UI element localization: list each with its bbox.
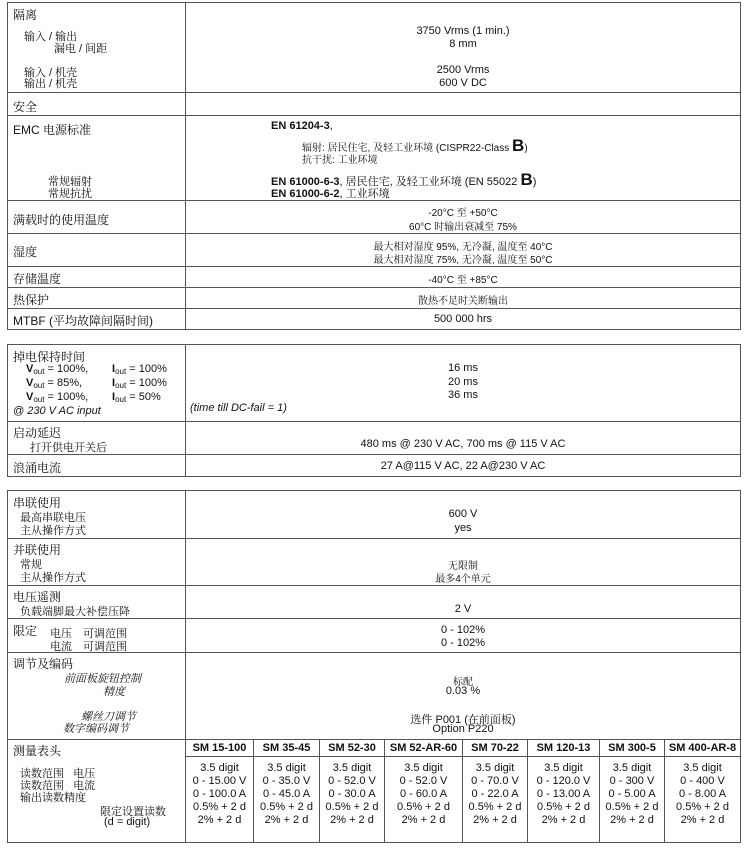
holdup-row-2-right: $I_{out} = 100\%$ xyxy=(112,377,167,390)
series-value-1: 600 V xyxy=(448,508,478,520)
meter-accuracy: 0.5% + 2 d xyxy=(676,801,729,813)
meter-voltage-range: 0 - 52.0 V xyxy=(399,775,448,787)
holdup-input-condition: @ 230 V AC input xyxy=(13,405,101,417)
meter-limit-readout: 2% + 2 d xyxy=(680,814,725,826)
s1-top-border xyxy=(7,2,741,3)
parallel-value-1: 无限制 xyxy=(448,561,478,572)
meter-accuracy: 0.5% + 2 d xyxy=(193,801,246,813)
adjust-value-1: 标配 xyxy=(453,677,473,688)
row-divider xyxy=(7,233,741,234)
meter-digits: 3.5 digit xyxy=(404,762,443,774)
mtbf-value: 500 000 hrs xyxy=(433,313,493,325)
meter-voltage-range: 0 - 400 V xyxy=(680,775,725,787)
emc-standard-3 xyxy=(271,185,390,201)
startup-title: 启动延迟 xyxy=(13,426,62,440)
holdup-value-2: 20 ms xyxy=(448,376,478,388)
meter-accuracy: 0.5% + 2 d xyxy=(260,801,313,813)
meter-digits: 3.5 digit xyxy=(200,762,239,774)
isolation-value-4: 600 V DC xyxy=(439,77,487,89)
parallel-label-2: 主从操作方式 xyxy=(20,572,86,584)
meter-voltage-range: 0 - 52.0 V xyxy=(328,775,376,787)
limit-voltage-range-label: 可调范围 xyxy=(83,628,127,640)
meter-voltage-range: 0 - 120.0 V xyxy=(536,775,591,787)
emc-conv-immunity-label: 常规抗扰 xyxy=(48,188,92,200)
row-divider xyxy=(7,287,741,288)
meter-current-range: 0 - 60.0 A xyxy=(399,788,448,800)
temp-value-2: 60°C 时输出衰减至 75% xyxy=(409,222,517,233)
model-header: SM 400-AR-8 xyxy=(668,742,737,754)
isolation-value-1: 3750 Vrms (1 min.) xyxy=(416,25,510,37)
meter-current-range: 0 - 100.0 A xyxy=(192,788,247,800)
emc-immunity-line: 抗干扰: 工业环境 xyxy=(302,155,378,166)
s1-right-border xyxy=(740,2,741,330)
meter-voltage-range: 0 - 15.00 V xyxy=(192,775,247,787)
adjust-value-3: 选件 P001 (在前面板) xyxy=(410,714,516,726)
limit-current-label: 电流 xyxy=(50,641,72,653)
model-header: SM 70-22 xyxy=(471,742,519,754)
isolation-out-case-label: 输出 / 机壳 xyxy=(24,78,78,90)
emc-std2-close: ) xyxy=(532,176,537,188)
meter-voltage-range: 0 - 35.0 V xyxy=(262,775,311,787)
meter-digits: 3.5 digit xyxy=(332,762,372,774)
meter-accuracy: 0.5% + 2 d xyxy=(397,801,450,813)
s3-left-border xyxy=(7,490,8,843)
adjust-label-2: 精度 xyxy=(103,686,125,698)
meter-digits: 3.5 digit xyxy=(267,762,306,774)
holdup-title: 掉电保持时间 xyxy=(13,350,86,364)
holdup-row-1-left: $V_{out} = 100\%$, xyxy=(26,363,89,376)
thermal-value: 散热不足时关断输出 xyxy=(418,296,508,307)
storage-value: -40°C 至 +85°C xyxy=(428,275,498,286)
limit-voltage-label: 电压 xyxy=(50,628,72,640)
model-header: SM 52-AR-60 xyxy=(389,742,458,754)
emc-rad-post: ) xyxy=(524,143,528,154)
meter-limit-readout: 2% + 2 d xyxy=(610,814,654,826)
humidity-value-1: 最大相对湿度 95%, 无冷凝, 温度至 40°C xyxy=(373,242,553,253)
series-label-1: 最高串联电压 xyxy=(20,512,86,524)
holdup-value-1: 16 ms xyxy=(448,362,478,374)
isolation-in-out-label: 输入 / 输出 xyxy=(24,31,78,43)
s2-left-border xyxy=(7,344,8,477)
limit-value-2: 0 - 102% xyxy=(440,637,486,649)
limit-current-range-label: 可调范围 xyxy=(83,641,127,653)
meter-limit-readout: 2% + 2 d xyxy=(401,814,446,826)
meter-voltage-range: 0 - 70.0 V xyxy=(471,775,519,787)
inrush-value: 27 A@115 V AC, 22 A@230 V AC xyxy=(380,460,546,472)
meter-current-range: 0 - 5.00 A xyxy=(608,788,656,800)
remote-label-1: 负载端脚最大补偿压降 xyxy=(20,606,130,618)
meter-current-range: 0 - 45.0 A xyxy=(262,788,311,800)
s2-right-border xyxy=(740,344,741,477)
meter-voltage-range: 0 - 300 V xyxy=(609,775,655,787)
s3-bottom-border xyxy=(7,842,741,843)
adjust-value-4: Option P220 xyxy=(432,723,494,735)
remote-value: 2 V xyxy=(454,603,472,615)
model-header: SM 35-45 xyxy=(262,742,311,754)
emc-std3-code: EN 61000-6-2 xyxy=(271,188,340,200)
meter-limit-readout-label: 限定设置读数 xyxy=(100,806,166,818)
parallel-title: 并联使用 xyxy=(13,543,62,557)
startup-sub-label: 打开供电开关后 xyxy=(30,442,107,454)
limit-title: 限定 xyxy=(13,624,38,638)
meter-limit-readout: 2% + 2 d xyxy=(473,814,517,826)
meter-limit-readout: 2% + 2 d xyxy=(197,814,242,826)
adjust-label-1: 前面板旋钮控制 xyxy=(64,673,141,685)
mtbf-label: MTBF (平均故障间隔时间) xyxy=(13,314,153,328)
row-divider xyxy=(7,308,741,309)
humidity-label: 湿度 xyxy=(13,245,38,259)
emc-std1-code: EN 61204-3 xyxy=(271,120,330,132)
meter-current-range: 0 - 22.0 A xyxy=(471,788,519,800)
meter-accuracy: 0.5% + 2 d xyxy=(468,801,522,813)
safety-title: 安全 xyxy=(13,100,38,114)
model-header: SM 52-30 xyxy=(328,742,376,754)
model-header: SM 120-13 xyxy=(536,742,591,754)
row-divider xyxy=(7,92,741,93)
emc-class-b-2: B xyxy=(520,170,533,189)
meter-current-range-label: 读数范围 电流 xyxy=(20,780,96,792)
s3-right-border xyxy=(740,490,741,843)
isolation-in-case-label: 输入 / 机壳 xyxy=(24,67,78,79)
row-divider xyxy=(7,739,741,740)
adjust-value-2: 0.03 % xyxy=(445,685,481,697)
isolation-title: 隔离 xyxy=(13,8,38,22)
limit-value-1: 0 - 102% xyxy=(440,624,486,636)
meter-accuracy: 0.5% + 2 d xyxy=(325,801,379,813)
s2-bottom-border xyxy=(7,476,741,477)
startup-value: 480 ms @ 230 V AC, 700 ms @ 115 V AC xyxy=(360,438,566,450)
emc-std2-tail: , 居民住宅, 及轻工业环境 (EN 55022 xyxy=(339,176,521,188)
emc-standard-1 xyxy=(271,120,333,132)
inrush-title: 浪涌电流 xyxy=(13,461,62,475)
emc-class-b: B xyxy=(512,136,525,155)
meter-title: 测量表头 xyxy=(13,744,62,758)
emc-conv-radiation-label: 常规辐射 xyxy=(48,176,92,188)
temp-value-1: -20°C 至 +50°C xyxy=(428,208,498,219)
holdup-row-1-right: $I_{out} = 100\%$ xyxy=(112,363,167,376)
meter-digit-note: (d = digit) xyxy=(104,816,151,828)
row-divider xyxy=(7,266,741,267)
meter-accuracy-label: 输出读数精度 xyxy=(20,792,86,804)
holdup-value-3: 36 ms xyxy=(448,389,478,401)
adjust-label-3: 螺丝刀调节 xyxy=(81,711,136,723)
humidity-value-2: 最大相对湿度 75%, 无冷凝, 温度至 50°C xyxy=(373,255,553,266)
holdup-note: (time till DC-fail = 1) xyxy=(190,402,287,414)
row-divider xyxy=(7,585,741,586)
meter-current-range: 0 - 30.0 A xyxy=(328,788,376,800)
isolation-value-2: 8 mm xyxy=(449,38,477,50)
parallel-label-1: 常规 xyxy=(20,559,42,571)
emc-std1-tail: , xyxy=(329,120,333,132)
meter-digits: 3.5 digit xyxy=(475,762,515,774)
emc-title: EMC 电源标准 xyxy=(13,123,92,137)
row-divider xyxy=(7,421,741,422)
adjust-title: 调节及编码 xyxy=(13,657,74,671)
row-divider xyxy=(7,538,741,539)
meter-limit-readout: 2% + 2 d xyxy=(264,814,309,826)
model-header: SM 15-100 xyxy=(192,742,247,754)
parallel-value-2: 最多4个单元 xyxy=(435,574,491,585)
meter-digits: 3.5 digit xyxy=(544,762,583,774)
row-divider xyxy=(7,115,741,116)
meter-accuracy: 0.5% + 2 d xyxy=(537,801,590,813)
emc-rad-pre: 辐射: 居民住宅, 及轻工业环境 (CISPR22-Class xyxy=(302,143,513,154)
remote-title: 电压遥测 xyxy=(13,590,62,604)
series-label-2: 主从操作方式 xyxy=(20,525,86,537)
holdup-row-3-right: $I_{out} = 50\%$ xyxy=(112,391,161,404)
isolation-value-3: 2500 Vrms xyxy=(436,64,490,76)
meter-limit-readout: 2% + 2 d xyxy=(330,814,374,826)
thermal-label: 热保护 xyxy=(13,293,50,307)
storage-label: 存储温度 xyxy=(13,272,62,286)
model-header: SM 300-5 xyxy=(608,742,656,754)
s2-top-border xyxy=(7,344,741,345)
meter-digits: 3.5 digit xyxy=(612,762,652,774)
model-header-divider xyxy=(186,756,741,757)
isolation-leak-label: 漏电 / 间距 xyxy=(54,43,108,55)
s1-bottom-border xyxy=(7,329,741,330)
holdup-row-3-left: $V_{out} = 100\%$, xyxy=(26,391,89,404)
row-divider xyxy=(7,454,741,455)
meter-current-range: 0 - 13.00 A xyxy=(536,788,591,800)
adjust-label-4: 数字编码调节 xyxy=(63,723,129,735)
meter-accuracy: 0.5% + 2 d xyxy=(605,801,659,813)
series-value-2: yes xyxy=(454,522,472,534)
meter-current-range: 0 - 8.00 A xyxy=(678,788,727,800)
meter-voltage-range-label: 读数范围 电压 xyxy=(20,768,96,780)
holdup-row-2-left: $V_{out} = 85\%$, xyxy=(26,377,83,390)
s1-left-border xyxy=(7,2,8,330)
emc-std2-code: EN 61000-6-3 xyxy=(271,176,340,188)
s3-top-border xyxy=(7,490,741,491)
meter-limit-readout: 2% + 2 d xyxy=(541,814,586,826)
series-title: 串联使用 xyxy=(13,496,62,510)
meter-digits: 3.5 digit xyxy=(683,762,722,774)
temp-label: 满载时的使用温度 xyxy=(13,213,110,227)
emc-std3-tail: , 工业环境 xyxy=(339,188,390,200)
